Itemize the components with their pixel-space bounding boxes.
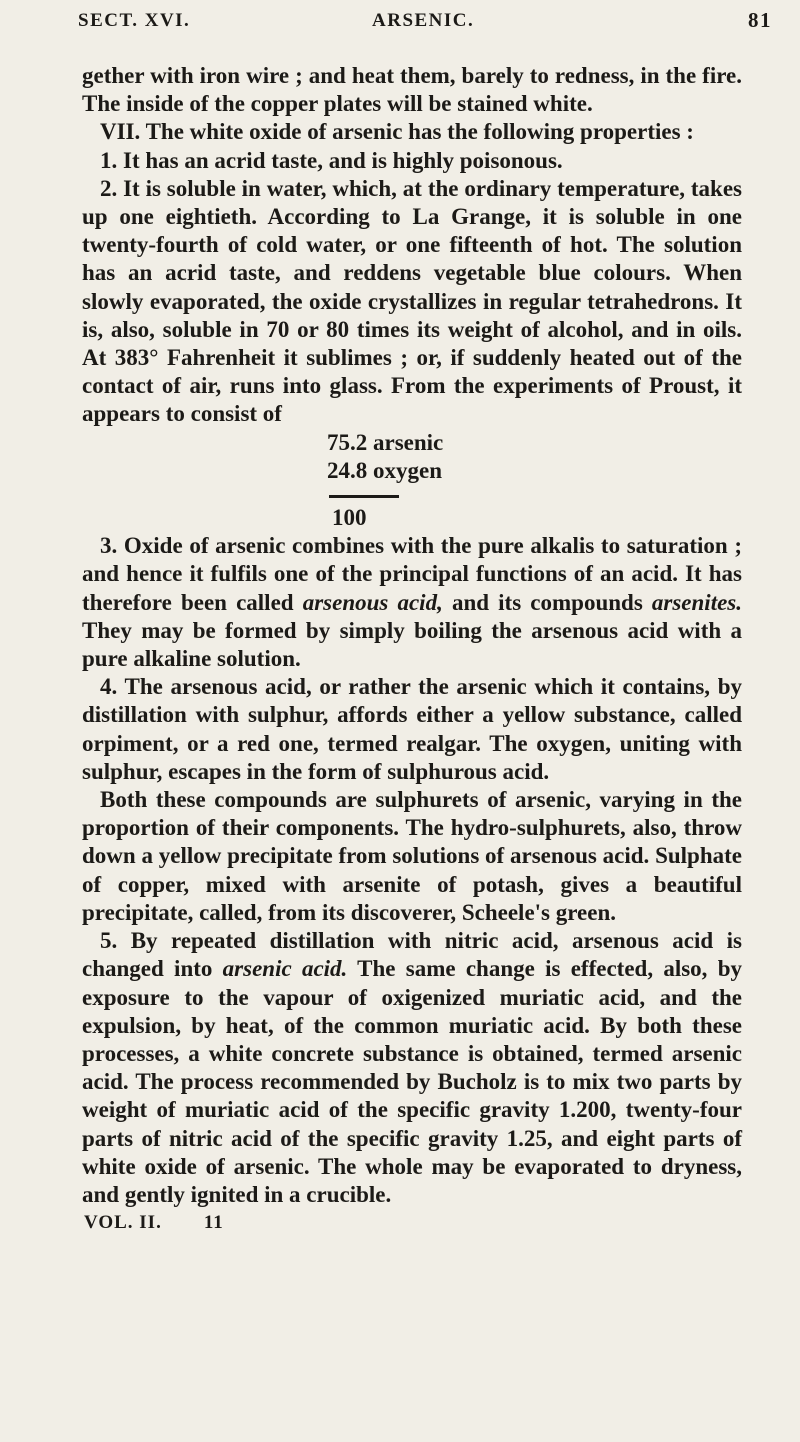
composition-amount: 75.2 [327,429,368,455]
composition-table [82,429,742,533]
paragraph-continuation: gether with iron wire ; and heat them, barely to redness, in the fire. The inside of the copper plates will be stained white. [82,63,742,117]
paragraph-property-2: 2. It is soluble in water, which, at the ordinary temperature, takes up one eightieth. According to La Grange, it is soluble in one twenty-fourth of cold water, or one fifteenth of hot. The solution has an acrid taste, and reddens vegetable blue colours. When slowly evaporated, the oxide crystallizes in regular tetrahedrons. It is, also, soluble in 70 or 80 times its weight of alcohol, and in oils. At 383° Fahrenheit it sublimes ; or, if suddenly heated out of the contact of air, runs into glass. From the experiments of Proust, it appears to consist of [82,175,742,427]
paragraph-property-3: 3. Oxide of arsenic combines with the pure alkalis to saturation ; and hence it fulfils one of the principal functions of an acid. It has therefore been called arsenous acid, and its compounds arsenites. They may be formed by simply boiling the arsenous acid with a pure alkaline solution. [82,533,742,672]
composition-element: oxygen [373,457,442,483]
chapter-title: ARSENIC. [372,10,475,31]
term-arsenous-acid: arsenous acid, [302,589,443,615]
composition-row [82,457,742,485]
paragraph-property-4: 4. The arsenous acid, or rather the arsenic which it contains, by distillation with sulphur, affords either a yellow substance, called orpiment, or a red one, termed realgar. The oxygen, uniting with sulphur, escapes in the form of sulphurous acid. [82,674,742,784]
paragraph-sulphurets: Both these compounds are sulphurets of arsenic, varying in the proportion of their components. The hydro-sulphurets, also, throw down a yellow precipitate from solutions of arsenous acid. Sulphate of copper, mixed with arsenite of potash, gives a beautiful precipitate, called, from its discoverer, Scheele's green. [82,787,742,925]
composition-element: arsenic [373,429,444,455]
term-arsenic-acid: arsenic acid. [222,956,348,982]
page-number: 81 [748,8,772,32]
paragraph-property-5: 5. By repeated distillation with nitric acid, arsenous acid is changed into arsenic acid. The same change is effected, also, by exposure to the vapour of oxigenized muriatic acid, and the expulsion, by heat, of the common muriatic acid. By both these processes, a white concrete substance is obtained, termed arsenic acid. The process recommended by Bucholz is to mix two parts by weight of muriatic acid of the specific gravity 1.200, twenty-four parts of nitric acid of the specific gravity 1.25, and eight parts of white oxide of arsenic. The whole may be evaporated to dryness, and gently ignited in a crucible. [82,928,742,1207]
paragraph-property-1: 1. It has an acrid taste, and is highly poisonous. [100,147,563,173]
sum-rule [329,495,399,498]
running-header [0,4,800,44]
term-arsenites: arsenites. [651,589,742,615]
composition-total: 100 [332,505,367,531]
page-footer [82,1209,742,1237]
composition-amount: 24.8 [327,457,368,483]
paragraph-section-vii: VII. The white oxide of arsenic has the following properties : [100,119,694,145]
composition-row [82,429,742,457]
signature-mark: 11 [203,1212,224,1234]
page-body [82,62,742,1237]
section-label: SECT. XVI. [78,10,191,31]
volume-label: VOL. II. [84,1212,162,1234]
